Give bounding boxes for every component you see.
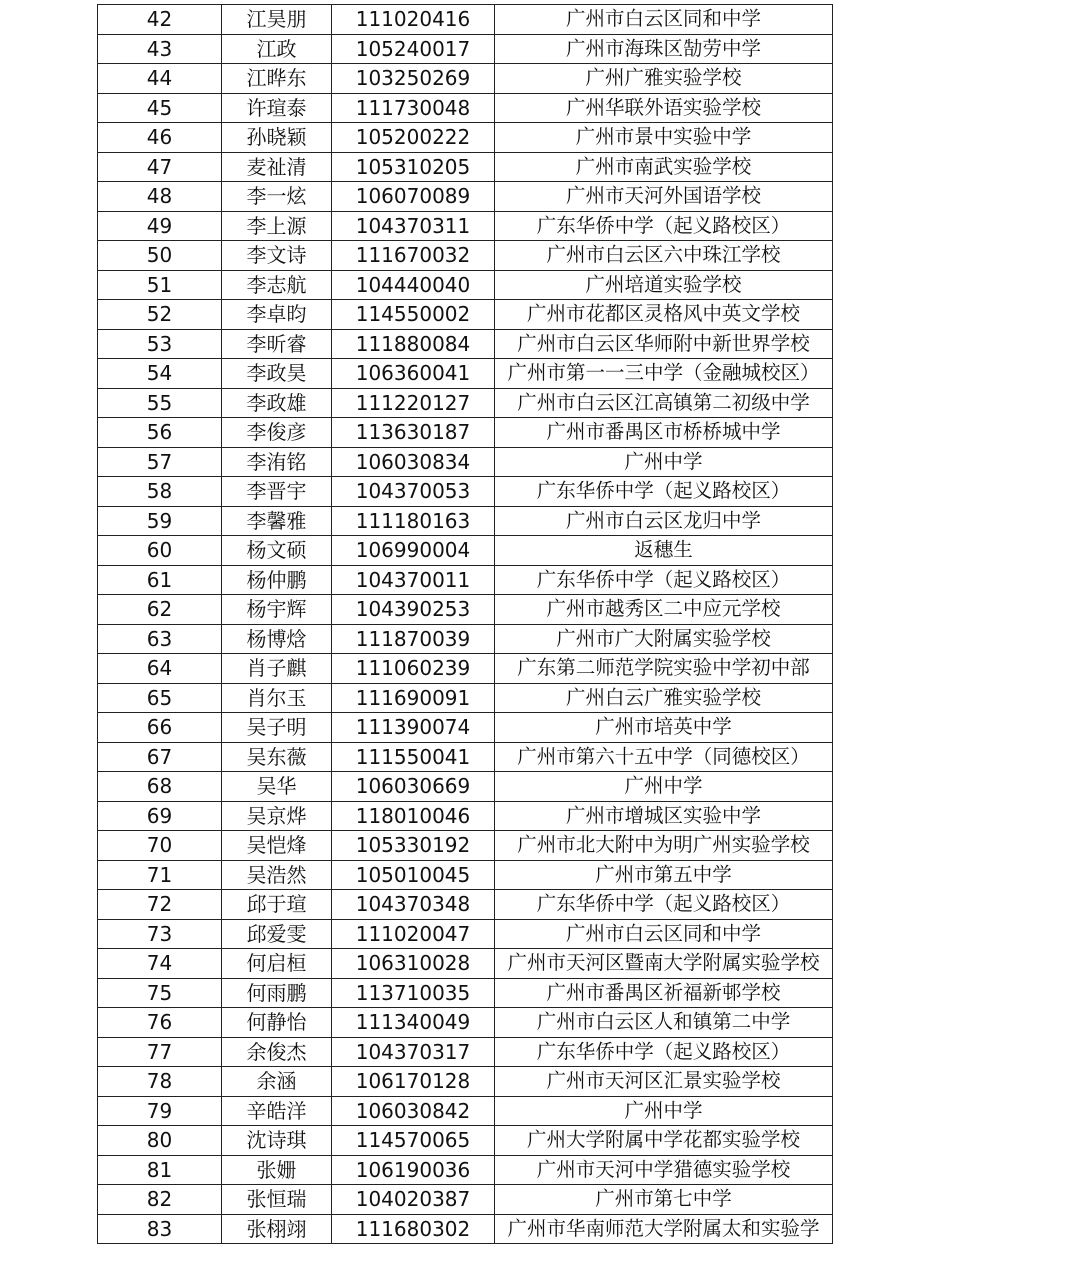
student-id: 111870039 (332, 624, 495, 654)
school-name: 广州市花都区灵格风中英文学校 (495, 300, 833, 330)
table-row (98, 388, 833, 418)
row-number: 63 (98, 624, 222, 654)
student-name: 吴京烨 (222, 801, 332, 831)
student-id: 111390074 (332, 713, 495, 743)
school-name: 广州市白云区人和镇第二中学 (495, 1008, 833, 1038)
student-id: 106030834 (332, 447, 495, 477)
student-id: 111730048 (332, 93, 495, 123)
table-row (98, 860, 833, 890)
table-row (98, 949, 833, 979)
student-name: 李政雄 (222, 388, 332, 418)
student-name: 余俊杰 (222, 1037, 332, 1067)
student-name: 吴浩然 (222, 860, 332, 890)
student-name: 李洧铭 (222, 447, 332, 477)
row-number: 62 (98, 595, 222, 625)
student-name: 许瑄泰 (222, 93, 332, 123)
student-name: 何静怡 (222, 1008, 332, 1038)
school-name: 广州市番禺区市桥桥城中学 (495, 418, 833, 448)
student-id: 106310028 (332, 949, 495, 979)
row-number: 80 (98, 1126, 222, 1156)
row-number: 66 (98, 713, 222, 743)
table-row (98, 801, 833, 831)
table-row (98, 654, 833, 684)
student-id: 111340049 (332, 1008, 495, 1038)
table-row (98, 742, 833, 772)
table-row (98, 64, 833, 94)
student-name: 李卓昀 (222, 300, 332, 330)
student-id: 105200222 (332, 123, 495, 153)
student-id: 111690091 (332, 683, 495, 713)
row-number: 47 (98, 152, 222, 182)
student-name: 张姗 (222, 1155, 332, 1185)
student-id: 111880084 (332, 329, 495, 359)
school-name: 广州市广大附属实验学校 (495, 624, 833, 654)
table-row (98, 182, 833, 212)
table-row (98, 1155, 833, 1185)
school-name: 广州中学 (495, 772, 833, 802)
school-name: 广东华侨中学（起义路校区） (495, 565, 833, 595)
school-name: 广州市第六十五中学（同德校区） (495, 742, 833, 772)
table-row (98, 772, 833, 802)
row-number: 45 (98, 93, 222, 123)
school-name: 广州市增城区实验中学 (495, 801, 833, 831)
school-name: 广州市白云区同和中学 (495, 5, 833, 35)
row-number: 81 (98, 1155, 222, 1185)
row-number: 59 (98, 506, 222, 536)
row-number: 51 (98, 270, 222, 300)
school-name: 广州市天河区暨南大学附属实验学校 (495, 949, 833, 979)
row-number: 77 (98, 1037, 222, 1067)
student-name: 辛皓洋 (222, 1096, 332, 1126)
school-name: 广州市景中实验中学 (495, 123, 833, 153)
student-name: 李昕睿 (222, 329, 332, 359)
table-row (98, 713, 833, 743)
table-row (98, 241, 833, 271)
school-name: 广州市华南师范大学附属太和实验学 (495, 1214, 833, 1244)
row-number: 57 (98, 447, 222, 477)
school-name: 广州市白云区华师附中新世界学校 (495, 329, 833, 359)
student-id: 118010046 (332, 801, 495, 831)
student-name: 李馨雅 (222, 506, 332, 536)
row-number: 64 (98, 654, 222, 684)
student-id: 103250269 (332, 64, 495, 94)
table-row (98, 5, 833, 35)
school-name: 广州市培英中学 (495, 713, 833, 743)
student-id: 104370348 (332, 890, 495, 920)
table-row (98, 477, 833, 507)
student-id: 106030669 (332, 772, 495, 802)
student-id: 104370011 (332, 565, 495, 595)
table-row (98, 152, 833, 182)
student-id: 114570065 (332, 1126, 495, 1156)
table-row (98, 270, 833, 300)
student-id: 105010045 (332, 860, 495, 890)
row-number: 75 (98, 978, 222, 1008)
school-name: 广东华侨中学（起义路校区） (495, 211, 833, 241)
table-row (98, 329, 833, 359)
table-row (98, 300, 833, 330)
school-name: 广州华联外语实验学校 (495, 93, 833, 123)
student-name: 李文诗 (222, 241, 332, 271)
row-number: 58 (98, 477, 222, 507)
table-row (98, 595, 833, 625)
table-row (98, 34, 833, 64)
row-number: 73 (98, 919, 222, 949)
student-id: 104020387 (332, 1185, 495, 1215)
roster-table (97, 4, 833, 1244)
student-name: 李一炫 (222, 182, 332, 212)
row-number: 61 (98, 565, 222, 595)
row-number: 71 (98, 860, 222, 890)
student-name: 杨仲鹏 (222, 565, 332, 595)
school-name: 广州广雅实验学校 (495, 64, 833, 94)
school-name: 广州市番禺区祈福新邨学校 (495, 978, 833, 1008)
student-id: 105330192 (332, 831, 495, 861)
table-row (98, 1067, 833, 1097)
school-name: 广州市南武实验学校 (495, 152, 833, 182)
student-name: 何雨鹏 (222, 978, 332, 1008)
student-name: 沈诗琪 (222, 1126, 332, 1156)
row-number: 50 (98, 241, 222, 271)
row-number: 44 (98, 64, 222, 94)
school-name: 广东华侨中学（起义路校区） (495, 1037, 833, 1067)
roster-body (98, 5, 833, 1244)
row-number: 78 (98, 1067, 222, 1097)
student-id: 111680302 (332, 1214, 495, 1244)
student-name: 张栩翊 (222, 1214, 332, 1244)
student-id: 106990004 (332, 536, 495, 566)
school-name: 广州市天河中学猎德实验学校 (495, 1155, 833, 1185)
student-id: 111670032 (332, 241, 495, 271)
student-name: 杨文硕 (222, 536, 332, 566)
row-number: 46 (98, 123, 222, 153)
student-name: 江政 (222, 34, 332, 64)
student-id: 106190036 (332, 1155, 495, 1185)
student-name: 李晋宇 (222, 477, 332, 507)
row-number: 76 (98, 1008, 222, 1038)
student-name: 吴华 (222, 772, 332, 802)
school-name: 广州培道实验学校 (495, 270, 833, 300)
school-name: 广州市天河外国语学校 (495, 182, 833, 212)
student-name: 李政昊 (222, 359, 332, 389)
student-id: 111220127 (332, 388, 495, 418)
row-number: 65 (98, 683, 222, 713)
school-name: 广州市白云区同和中学 (495, 919, 833, 949)
student-id: 104440040 (332, 270, 495, 300)
student-name: 何启桓 (222, 949, 332, 979)
school-name: 广东华侨中学（起义路校区） (495, 477, 833, 507)
student-id: 106030842 (332, 1096, 495, 1126)
table-row (98, 211, 833, 241)
school-name: 广州市北大附中为明广州实验学校 (495, 831, 833, 861)
row-number: 83 (98, 1214, 222, 1244)
student-id: 106170128 (332, 1067, 495, 1097)
school-name: 广州中学 (495, 1096, 833, 1126)
student-id: 111020416 (332, 5, 495, 35)
school-name: 广州市海珠区勂劳中学 (495, 34, 833, 64)
student-name: 张恒瑞 (222, 1185, 332, 1215)
roster-sheet (97, 4, 833, 1244)
table-row (98, 93, 833, 123)
school-name: 广州市越秀区二中应元学校 (495, 595, 833, 625)
student-name: 吴子明 (222, 713, 332, 743)
student-name: 麦祉清 (222, 152, 332, 182)
school-name: 广州市第五中学 (495, 860, 833, 890)
row-number: 74 (98, 949, 222, 979)
table-row (98, 890, 833, 920)
student-name: 孙晓颖 (222, 123, 332, 153)
table-row (98, 1008, 833, 1038)
student-id: 104390253 (332, 595, 495, 625)
student-id: 111550041 (332, 742, 495, 772)
row-number: 54 (98, 359, 222, 389)
school-name: 广州白云广雅实验学校 (495, 683, 833, 713)
row-number: 48 (98, 182, 222, 212)
student-id: 106070089 (332, 182, 495, 212)
school-name: 广州市白云区龙归中学 (495, 506, 833, 536)
student-id: 113710035 (332, 978, 495, 1008)
student-name: 肖尔玉 (222, 683, 332, 713)
student-id: 114550002 (332, 300, 495, 330)
school-name: 返穗生 (495, 536, 833, 566)
student-id: 111060239 (332, 654, 495, 684)
table-row (98, 565, 833, 595)
student-id: 113630187 (332, 418, 495, 448)
student-id: 111020047 (332, 919, 495, 949)
school-name: 广州市白云区六中珠江学校 (495, 241, 833, 271)
table-row (98, 123, 833, 153)
student-name: 肖子麒 (222, 654, 332, 684)
table-row (98, 831, 833, 861)
school-name: 广州大学附属中学花都实验学校 (495, 1126, 833, 1156)
table-row (98, 536, 833, 566)
row-number: 52 (98, 300, 222, 330)
table-row (98, 1037, 833, 1067)
student-id: 105240017 (332, 34, 495, 64)
student-name: 邱于瑄 (222, 890, 332, 920)
table-row (98, 1096, 833, 1126)
school-name: 广东华侨中学（起义路校区） (495, 890, 833, 920)
row-number: 67 (98, 742, 222, 772)
student-name: 吴东薇 (222, 742, 332, 772)
row-number: 68 (98, 772, 222, 802)
table-row (98, 506, 833, 536)
student-id: 106360041 (332, 359, 495, 389)
row-number: 53 (98, 329, 222, 359)
row-number: 72 (98, 890, 222, 920)
student-name: 杨博焓 (222, 624, 332, 654)
student-name: 杨宇辉 (222, 595, 332, 625)
row-number: 55 (98, 388, 222, 418)
school-name: 广州市第一一三中学（金融城校区） (495, 359, 833, 389)
student-name: 江昊朋 (222, 5, 332, 35)
student-name: 余涵 (222, 1067, 332, 1097)
school-name: 广州市白云区江高镇第二初级中学 (495, 388, 833, 418)
school-name: 广州市天河区汇景实验学校 (495, 1067, 833, 1097)
row-number: 49 (98, 211, 222, 241)
table-row (98, 1126, 833, 1156)
student-name: 邱爱雯 (222, 919, 332, 949)
school-name: 广州市第七中学 (495, 1185, 833, 1215)
school-name: 广州中学 (495, 447, 833, 477)
table-row (98, 624, 833, 654)
student-id: 104370053 (332, 477, 495, 507)
row-number: 42 (98, 5, 222, 35)
student-id: 104370311 (332, 211, 495, 241)
row-number: 69 (98, 801, 222, 831)
student-name: 吴恺烽 (222, 831, 332, 861)
row-number: 79 (98, 1096, 222, 1126)
student-name: 李上源 (222, 211, 332, 241)
row-number: 60 (98, 536, 222, 566)
table-row (98, 978, 833, 1008)
student-id: 111180163 (332, 506, 495, 536)
row-number: 43 (98, 34, 222, 64)
student-name: 李俊彦 (222, 418, 332, 448)
student-name: 李志航 (222, 270, 332, 300)
table-row (98, 1185, 833, 1215)
row-number: 56 (98, 418, 222, 448)
table-row (98, 683, 833, 713)
student-id: 105310205 (332, 152, 495, 182)
school-name: 广东第二师范学院实验中学初中部 (495, 654, 833, 684)
row-number: 70 (98, 831, 222, 861)
table-row (98, 359, 833, 389)
student-name: 江晔东 (222, 64, 332, 94)
table-row (98, 447, 833, 477)
table-row (98, 1214, 833, 1244)
student-id: 104370317 (332, 1037, 495, 1067)
table-row (98, 418, 833, 448)
row-number: 82 (98, 1185, 222, 1215)
table-row (98, 919, 833, 949)
